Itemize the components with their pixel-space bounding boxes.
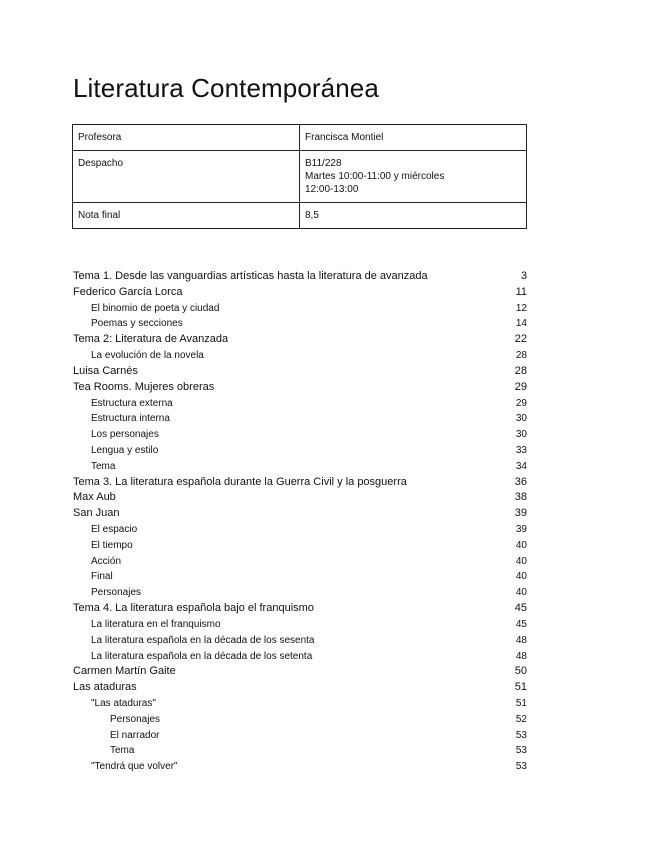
toc-entry-page-number: 39 [514, 507, 527, 520]
toc-entry-title: Federico García Lorca [73, 285, 183, 298]
toc-entry[interactable] [73, 696, 527, 712]
toc-entry-title: Tema [91, 460, 116, 472]
info-value-line: 12:00-13:00 [305, 184, 359, 195]
toc-entry-title: "Tendrá que volver" [91, 761, 178, 773]
toc-entry[interactable] [73, 743, 527, 759]
toc-entry-page-number: 52 [515, 713, 527, 725]
toc-entry[interactable] [73, 649, 527, 665]
toc-entry-title: Final [91, 571, 113, 583]
toc-entry-page-number: 28 [514, 364, 527, 377]
toc-entry-page-number: 40 [515, 539, 527, 551]
toc-entry[interactable] [73, 427, 527, 443]
toc-entry-page-number: 34 [515, 460, 527, 472]
toc-entry-title: Las ataduras [73, 681, 137, 694]
toc-entry-title: Tema 2: Literatura de Avanzada [73, 333, 229, 346]
toc-entry-page-number: 22 [514, 333, 527, 346]
toc-entry[interactable] [73, 285, 527, 301]
toc-entry[interactable] [73, 475, 527, 491]
toc-entry-title: El binomio de poeta y ciudad [91, 302, 220, 314]
toc-entry-title: Max Aub [73, 491, 116, 504]
info-label: Nota final [73, 203, 300, 229]
course-info-table [72, 124, 527, 229]
toc-entry-title: La literatura española en la década de los setenta [91, 650, 313, 662]
toc-entry[interactable] [73, 301, 527, 317]
toc-entry-title: La evolución de la novela [91, 350, 204, 362]
toc-entry-title: La literatura española en la década de los sesenta [91, 634, 315, 646]
toc-entry-title: Personajes [110, 713, 161, 725]
toc-entry-page-number: 28 [515, 350, 527, 362]
toc-entry-page-number: 48 [515, 650, 527, 662]
toc-entry-title: Carmen Martín Gaite [73, 665, 176, 678]
info-value-line: 8,5 [305, 210, 319, 221]
info-row [73, 125, 527, 151]
toc-entry[interactable] [73, 443, 527, 459]
toc-entry-page-number: 11 [515, 285, 527, 298]
toc-entry-title: Luisa Carnés [73, 364, 138, 377]
toc-entry[interactable] [73, 585, 527, 601]
toc-entry-page-number: 48 [515, 634, 527, 646]
toc-entry[interactable] [73, 601, 527, 617]
info-label: Profesora [73, 125, 300, 151]
toc-entry-title: Acción [91, 555, 122, 567]
toc-entry[interactable] [73, 712, 527, 728]
toc-entry[interactable] [73, 728, 527, 744]
toc-entry-page-number: 3 [520, 270, 527, 282]
toc-entry-page-number: 40 [515, 555, 527, 567]
toc-entry[interactable] [73, 364, 527, 380]
toc-entry-title: Tea Rooms. Mujeres obreras [73, 380, 215, 393]
toc-entry-title: Poemas y secciones [91, 318, 183, 330]
toc-entry-title: Estructura externa [91, 397, 173, 409]
toc-entry-page-number: 14 [515, 318, 527, 330]
toc-entry[interactable] [73, 348, 527, 364]
toc-entry-page-number: 53 [515, 729, 527, 741]
toc-entry-title: Estructura interna [91, 413, 170, 425]
toc-entry-title: El espacio [91, 524, 138, 535]
info-row [73, 203, 527, 229]
toc-entry[interactable] [73, 316, 527, 332]
toc-entry[interactable] [73, 332, 527, 348]
toc-entry-title: Personajes [91, 587, 142, 599]
toc-entry-title: Los personajes [91, 429, 159, 441]
toc-entry[interactable] [73, 569, 527, 585]
toc-entry-page-number: 51 [514, 681, 527, 694]
toc-entry[interactable] [73, 396, 527, 412]
toc-entry-title: Tema 4. La literatura española bajo el franquismo [73, 602, 314, 615]
info-label: Despacho [73, 151, 300, 203]
toc-entry-page-number: 51 [515, 697, 527, 709]
toc-entry-page-number: 36 [514, 475, 527, 488]
toc-entry-page-number: 45 [514, 602, 527, 615]
toc-entry-page-number: 50 [514, 665, 527, 678]
toc-entry[interactable] [73, 506, 527, 522]
toc-entry[interactable] [73, 380, 527, 396]
toc-entry-page-number: 30 [515, 413, 527, 425]
toc-entry-page-number: 30 [515, 429, 527, 441]
toc-entry[interactable] [73, 680, 527, 696]
toc-entry-title: Tema 3. La literatura española durante la Guerra Civil y la posguerra [73, 475, 407, 488]
toc-entry[interactable] [73, 554, 527, 570]
toc-entry[interactable] [73, 411, 527, 427]
toc-entry-page-number: 12 [515, 302, 527, 314]
toc-entry-page-number: 38 [514, 491, 527, 504]
toc-entry[interactable] [73, 664, 527, 680]
toc-entry-page-number: 33 [515, 444, 527, 456]
toc-entry[interactable] [73, 617, 527, 633]
toc-entry[interactable] [73, 269, 527, 285]
info-value [300, 151, 527, 203]
toc-entry-title: La literatura en el franquismo [91, 618, 221, 630]
info-value-line: Martes 10:00-11:00 y miércoles [305, 171, 445, 182]
info-row [73, 151, 527, 203]
toc-entry[interactable] [73, 633, 527, 649]
toc-entry[interactable] [73, 459, 527, 475]
toc-entry-page-number: 29 [514, 380, 527, 393]
toc-entry-title: San Juan [73, 507, 120, 520]
toc-entry[interactable] [73, 522, 527, 538]
toc-entry-title: El tiempo [91, 539, 133, 551]
toc-entry-title: Tema 1. Desde las vanguardias artísticas hasta la literatura de avanzada [73, 270, 428, 282]
toc-entry-page-number: 53 [515, 761, 527, 773]
toc-entry-page-number: 40 [515, 571, 527, 583]
toc-entry-page-number: 39 [515, 524, 527, 535]
info-value [300, 203, 527, 229]
toc-entry-page-number: 45 [515, 618, 527, 630]
toc-entry-title: El narrador [110, 729, 160, 741]
table-of-contents [73, 269, 527, 775]
toc-entry-page-number: 40 [515, 587, 527, 599]
toc-entry[interactable] [73, 490, 527, 506]
info-value-line: B11/228 [305, 158, 342, 169]
toc-entry-title: "Las ataduras" [91, 697, 156, 709]
info-value-line: Francisca Montiel [305, 132, 384, 143]
info-value [300, 125, 527, 151]
toc-entry-title: Tema [110, 745, 135, 757]
toc-entry[interactable] [73, 538, 527, 554]
toc-entry-page-number: 29 [515, 397, 527, 409]
document-title: Literatura Contemporánea [73, 73, 379, 103]
toc-entry-title: Lengua y estilo [91, 444, 159, 456]
toc-entry[interactable] [73, 759, 527, 775]
toc-entry-page-number: 53 [515, 745, 527, 757]
